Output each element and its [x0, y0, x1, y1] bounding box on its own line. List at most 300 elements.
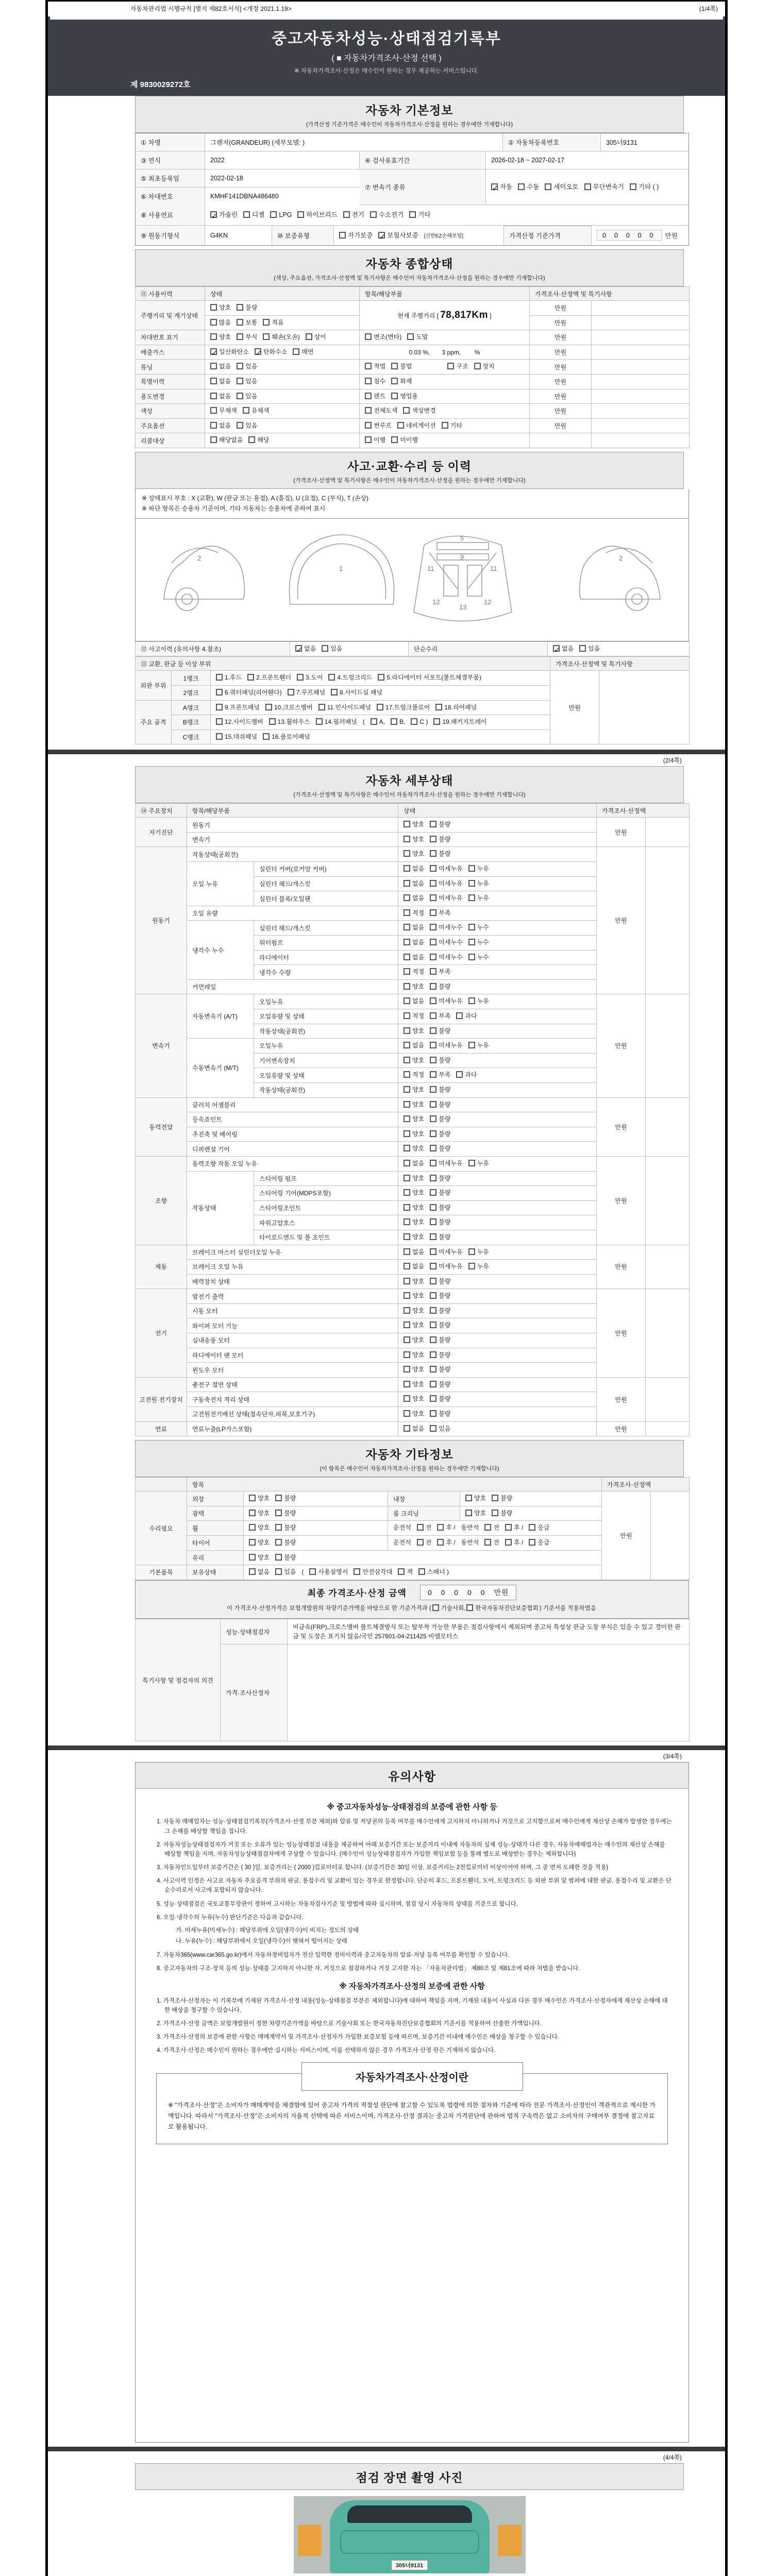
checkbox-option [430, 1364, 450, 1376]
checkbox[interactable] [468, 939, 475, 945]
checkbox-option [404, 1261, 424, 1273]
checkbox[interactable] [237, 333, 243, 340]
checkbox[interactable] [216, 689, 223, 696]
checkbox-option [430, 1084, 450, 1096]
checkbox-checked[interactable] [295, 645, 302, 652]
checkbox[interactable] [404, 939, 410, 945]
checkbox[interactable] [430, 1292, 436, 1299]
checkbox[interactable] [437, 1539, 444, 1546]
checkbox[interactable] [249, 1539, 256, 1546]
checkbox[interactable] [249, 1554, 256, 1561]
cell: 실린더 커버(로커암 커버) [254, 862, 398, 877]
checkbox[interactable] [404, 865, 410, 872]
checkbox[interactable] [430, 1115, 436, 1122]
accident-history-row [135, 641, 690, 657]
checkbox[interactable] [456, 1071, 463, 1078]
checkbox[interactable] [447, 363, 454, 369]
checkbox[interactable] [210, 436, 217, 443]
checkbox-checked[interactable] [210, 211, 217, 218]
checkbox[interactable] [328, 674, 335, 681]
checkbox-option [442, 420, 462, 432]
checkbox-option [216, 717, 263, 728]
checkbox[interactable] [249, 1510, 256, 1516]
checkbox[interactable] [468, 865, 475, 872]
page-divider [48, 750, 725, 754]
checkbox[interactable] [404, 1321, 410, 1328]
checkbox[interactable] [404, 1130, 410, 1137]
checkbox[interactable] [430, 1027, 436, 1034]
checkbox[interactable] [430, 1248, 436, 1255]
panel-replacement-table [135, 656, 690, 744]
checkbox[interactable] [243, 407, 249, 414]
checkbox[interactable] [404, 1086, 410, 1093]
checkbox[interactable] [404, 983, 410, 990]
checkbox[interactable] [354, 1568, 360, 1575]
checkbox[interactable] [430, 880, 436, 887]
checkbox[interactable] [288, 689, 294, 696]
checkbox[interactable] [404, 997, 410, 1004]
checkbox-option [430, 1247, 462, 1258]
checkbox[interactable] [468, 954, 475, 960]
checkbox-option [430, 1335, 450, 1346]
cell: ⑫ 사고이력 (유의사항 4.참조) [136, 641, 290, 656]
table-row [136, 994, 690, 1009]
option-label: 불량 [284, 1539, 296, 1546]
checkbox[interactable] [365, 422, 372, 429]
checkbox[interactable] [404, 1336, 410, 1343]
checkbox[interactable] [404, 1381, 410, 1387]
checkbox[interactable] [468, 894, 475, 901]
checkbox[interactable] [430, 1057, 436, 1063]
checkbox[interactable] [404, 1351, 410, 1358]
checkbox-option [343, 209, 364, 221]
checkbox-option [435, 702, 477, 714]
checkbox[interactable] [316, 718, 323, 725]
checkbox[interactable] [331, 689, 338, 696]
checkbox[interactable] [275, 1495, 282, 1501]
checkbox[interactable] [216, 733, 223, 740]
checkbox[interactable] [456, 1012, 463, 1019]
checkbox[interactable] [474, 363, 481, 369]
fuel-options[interactable] [205, 205, 688, 226]
checkbox[interactable] [263, 333, 270, 340]
checkbox-option [430, 1217, 450, 1228]
option-cell [398, 1377, 597, 1392]
inspection-photo-front [294, 2496, 526, 2573]
checkbox[interactable] [365, 436, 372, 443]
checkbox[interactable] [529, 1524, 535, 1531]
checkbox-option [430, 1129, 450, 1140]
checkbox[interactable] [518, 183, 525, 190]
checkbox[interactable] [468, 997, 475, 1004]
option-label: 불량 [439, 1410, 451, 1418]
checkbox[interactable] [365, 407, 372, 414]
option-cell [398, 1068, 597, 1083]
table-row [136, 1289, 690, 1304]
checkbox[interactable] [404, 1425, 410, 1432]
checkbox[interactable] [404, 821, 410, 827]
checkbox[interactable] [430, 983, 436, 990]
checkbox[interactable] [430, 1278, 436, 1284]
checkbox[interactable] [404, 1292, 410, 1299]
section-title: 자동차 기타정보 [365, 1448, 453, 1462]
cell [592, 330, 690, 345]
checkbox[interactable] [430, 1086, 436, 1093]
table-row [136, 1156, 690, 1171]
checkbox[interactable] [430, 1071, 436, 1078]
checkbox[interactable] [430, 1425, 436, 1432]
final-price-note[interactable] [136, 1603, 688, 1614]
checkbox[interactable] [391, 436, 398, 443]
checkbox[interactable] [249, 1524, 256, 1531]
page-marker-1: (1/4쪽) [699, 5, 718, 12]
checkbox[interactable] [210, 304, 217, 311]
checkbox[interactable] [430, 1160, 436, 1166]
checkbox[interactable] [584, 183, 591, 190]
checkbox-option [465, 1493, 486, 1504]
checkbox[interactable] [579, 645, 586, 652]
checkbox[interactable] [435, 704, 442, 710]
checkbox-option [491, 181, 512, 193]
option-label: 양호 [412, 1100, 425, 1108]
checkbox[interactable] [404, 1012, 410, 1019]
checkbox[interactable] [468, 1263, 475, 1269]
checkbox[interactable] [263, 733, 270, 740]
checkbox[interactable] [430, 1307, 436, 1314]
checkbox[interactable] [430, 836, 436, 842]
svg-text:11: 11 [427, 564, 434, 572]
checkbox-option [456, 1011, 477, 1022]
checkbox-option [404, 849, 424, 860]
checkbox[interactable] [270, 211, 277, 218]
option-text [461, 1522, 479, 1534]
checkbox-option [430, 1011, 450, 1022]
checkbox[interactable] [430, 939, 436, 945]
checkbox[interactable] [433, 718, 440, 725]
checkbox[interactable] [430, 1410, 436, 1417]
checkbox[interactable] [216, 674, 223, 681]
checkbox[interactable] [237, 319, 243, 326]
section-detail-status [135, 766, 684, 803]
checkbox[interactable] [430, 1336, 436, 1343]
checkbox[interactable] [210, 363, 217, 369]
checkbox[interactable] [210, 393, 217, 399]
section-subtitle: (색상, 주요옵션, 가격조사·산정액 및 특기사항은 매수인이 자동차가격조사·산정을 원하는 경우에만 기재합니다) [274, 275, 545, 281]
option-label: 후 / [446, 1524, 456, 1532]
checkbox[interactable] [468, 924, 475, 930]
option-label: 11.인사이드패널 [327, 703, 371, 711]
option-label: 있음 [245, 392, 258, 400]
checkbox[interactable] [465, 1495, 472, 1501]
checkbox[interactable] [404, 1160, 410, 1166]
option-label: 불량 [284, 1553, 296, 1561]
checkbox[interactable] [430, 1101, 436, 1108]
checkbox-option [404, 952, 424, 963]
checkbox[interactable] [492, 1495, 498, 1501]
checkbox[interactable] [545, 183, 551, 190]
option-label: 누유 [477, 879, 489, 887]
checkbox-option [404, 1306, 424, 1317]
checkbox[interactable] [391, 393, 398, 399]
checkbox[interactable] [468, 1042, 475, 1048]
checkbox-checked[interactable] [378, 232, 385, 239]
checkbox[interactable] [430, 1233, 436, 1240]
checkbox[interactable] [404, 1278, 410, 1284]
checkbox[interactable] [237, 393, 243, 399]
checkbox[interactable] [407, 333, 414, 340]
checkbox-option [417, 1537, 432, 1549]
checkbox[interactable] [430, 1321, 436, 1328]
checkbox[interactable] [404, 1204, 410, 1211]
checkbox[interactable] [417, 1524, 424, 1531]
checkbox[interactable] [365, 363, 372, 369]
checkbox[interactable] [275, 1539, 282, 1546]
page-4 [48, 2463, 725, 2576]
option-text [461, 1537, 479, 1549]
checkbox[interactable] [411, 718, 417, 725]
checkbox-checked[interactable] [491, 183, 498, 190]
checkbox[interactable] [404, 1410, 410, 1417]
checkbox[interactable] [309, 1568, 316, 1575]
price-cell [530, 433, 592, 448]
checkbox[interactable] [404, 1071, 410, 1078]
checkbox[interactable] [297, 674, 304, 681]
checkbox-option [404, 1423, 424, 1435]
option-label: 양호 [412, 1366, 425, 1374]
checkbox[interactable] [397, 422, 404, 429]
checkbox-option [243, 209, 264, 221]
checkbox[interactable] [371, 718, 377, 725]
checkbox[interactable] [529, 1539, 535, 1546]
checkbox[interactable] [237, 422, 243, 429]
option-cell [244, 1492, 388, 1506]
checkbox[interactable] [293, 348, 299, 355]
checkbox[interactable] [430, 909, 436, 916]
checkbox[interactable] [404, 1115, 410, 1122]
checkbox[interactable] [430, 850, 436, 857]
notice-paragraph: 2. 가격조사·산정 금액은 보험개발원이 정한 차량기준가액을 바탕으로 기술사회 또는 한국자동차진단보증협회의 기준서를 적용하여 산출한 가액입니다. [157, 2021, 542, 2027]
checkbox[interactable] [404, 1366, 410, 1372]
option-label: 양호 [412, 1130, 425, 1138]
checkbox-option [430, 1379, 450, 1391]
checkbox[interactable] [237, 363, 243, 369]
checkbox[interactable] [237, 304, 243, 311]
checkbox[interactable] [430, 1175, 436, 1181]
checkbox[interactable] [465, 1510, 472, 1516]
checkbox[interactable] [403, 407, 410, 414]
option-label: 누유 [477, 1042, 489, 1049]
checkbox[interactable] [265, 704, 272, 710]
checkbox[interactable] [365, 393, 372, 399]
checkbox-option [404, 819, 424, 831]
checkbox[interactable] [398, 1568, 405, 1575]
checkbox[interactable] [430, 1204, 436, 1211]
option-cell [205, 389, 360, 404]
checkbox[interactable] [468, 1160, 475, 1166]
cell: ⑪ 사용이력 [136, 287, 205, 301]
checkbox[interactable] [391, 378, 398, 384]
checkbox[interactable] [430, 1351, 436, 1358]
checkbox[interactable] [237, 378, 243, 384]
checkbox[interactable] [370, 211, 377, 218]
checkbox[interactable] [243, 211, 250, 218]
checkbox[interactable] [492, 1510, 498, 1516]
option-label: 유채색 [251, 407, 270, 415]
checkbox[interactable] [404, 1175, 410, 1181]
checkbox[interactable] [275, 1554, 282, 1561]
checkbox[interactable] [404, 909, 410, 916]
svg-text:13: 13 [459, 603, 467, 611]
checkbox[interactable] [210, 422, 217, 429]
checkbox[interactable] [466, 1604, 473, 1611]
checkbox-option [237, 361, 257, 372]
checkbox[interactable] [249, 1568, 256, 1575]
checkbox[interactable] [391, 718, 397, 725]
checkbox[interactable] [430, 894, 436, 901]
checkbox[interactable] [318, 704, 325, 710]
checkbox-checked[interactable] [553, 645, 560, 652]
checkbox-option [249, 1493, 270, 1504]
checkbox[interactable] [468, 880, 475, 887]
checkbox[interactable] [404, 1233, 410, 1240]
transmission-options[interactable] [486, 170, 688, 205]
checkbox[interactable] [210, 407, 217, 414]
checkbox[interactable] [404, 1027, 410, 1034]
checkbox[interactable] [430, 1130, 436, 1137]
checkbox[interactable] [430, 865, 436, 872]
checkbox[interactable] [417, 1539, 424, 1546]
checkbox[interactable] [210, 333, 217, 340]
checkbox[interactable] [404, 1057, 410, 1063]
checkbox[interactable] [404, 1218, 410, 1225]
checkbox[interactable] [430, 1366, 436, 1372]
checkbox[interactable] [404, 1248, 410, 1255]
checkbox[interactable] [430, 1218, 436, 1225]
option-label: 불량 [439, 1307, 451, 1314]
checkbox[interactable] [404, 850, 410, 857]
final-price-value [420, 1585, 516, 1600]
checkbox[interactable] [269, 718, 276, 725]
checkbox[interactable] [430, 1395, 436, 1402]
checkbox[interactable] [404, 924, 410, 930]
warranty-options[interactable] [334, 226, 504, 246]
checkbox[interactable] [210, 378, 217, 384]
notice-paragraph: 1. 가격조사·산정자는 이 기록부에 기재된 가격조사·산정 내용(성능·상태점검 부분은 제외합니다)에 대하여 책임을 지며, 기재된 내용이 사실과 다른 경우 매수인은 가격조사·산정자에게 재산상 손해에 대한 배상을 청구할 수 있습니다. [157, 1997, 668, 2013]
checkbox[interactable] [630, 183, 636, 190]
checkbox[interactable] [430, 1263, 436, 1269]
checkbox[interactable] [430, 821, 436, 827]
checkbox[interactable] [377, 704, 383, 710]
checkbox[interactable] [404, 1042, 410, 1048]
checkbox[interactable] [418, 1568, 425, 1575]
checkbox[interactable] [378, 674, 384, 681]
checkbox[interactable] [430, 1189, 436, 1196]
option-label: 불량 [439, 1115, 451, 1123]
checkbox[interactable] [343, 211, 350, 218]
checkbox[interactable] [430, 1381, 436, 1387]
checkbox[interactable] [365, 378, 372, 384]
checkbox-option [365, 435, 385, 446]
option-label: 도말 [416, 333, 428, 341]
checkbox[interactable] [442, 422, 448, 429]
checkbox[interactable] [339, 232, 346, 239]
checkbox-checked[interactable] [210, 348, 217, 355]
checkbox[interactable] [404, 1189, 410, 1196]
svg-text:12: 12 [484, 598, 492, 606]
checkbox[interactable] [306, 333, 312, 340]
checkbox[interactable] [484, 1539, 491, 1546]
option-label: 불량 [284, 1495, 296, 1502]
checkbox-checked[interactable] [255, 348, 261, 355]
checkbox[interactable] [430, 924, 436, 930]
checkbox[interactable] [249, 1495, 256, 1501]
checkbox-option [430, 952, 462, 963]
checkbox[interactable] [275, 1510, 282, 1516]
checkbox[interactable] [216, 718, 223, 725]
checkbox[interactable] [430, 968, 436, 975]
checkbox[interactable] [404, 1145, 410, 1151]
option-label: 미세누유 [439, 894, 463, 902]
option-cell [398, 876, 597, 891]
checkbox[interactable] [404, 968, 410, 975]
checkbox[interactable] [430, 997, 436, 1004]
option-label: 해당없음 [219, 436, 243, 444]
option-label: 누수 [477, 953, 489, 961]
checkbox[interactable] [430, 954, 436, 960]
document-number: 제 9830029272호 [130, 80, 191, 89]
checkbox[interactable] [275, 1568, 282, 1575]
checkbox[interactable] [468, 1248, 475, 1255]
checkbox[interactable] [404, 954, 410, 960]
checkbox[interactable] [404, 1101, 410, 1108]
checkbox[interactable] [247, 674, 254, 681]
checkbox[interactable] [404, 1307, 410, 1314]
option-label: 13.휠하우스 [277, 718, 310, 726]
checkbox[interactable] [275, 1524, 282, 1531]
checkbox[interactable] [432, 1604, 439, 1611]
value-engine-type: G4KN [205, 226, 272, 246]
checkbox[interactable] [409, 211, 416, 218]
checkbox[interactable] [430, 1145, 436, 1151]
checkbox[interactable] [404, 894, 410, 901]
checkbox[interactable] [484, 1524, 491, 1531]
checkbox[interactable] [404, 1395, 410, 1402]
option-text [424, 230, 463, 242]
checkbox[interactable] [404, 880, 410, 887]
checkbox[interactable] [404, 836, 410, 842]
checkbox[interactable] [248, 436, 255, 443]
checkbox[interactable] [391, 363, 398, 369]
checkbox[interactable] [365, 333, 372, 340]
checkbox-option [404, 1335, 424, 1346]
checkbox-option [216, 702, 260, 714]
checkbox[interactable] [430, 1042, 436, 1048]
checkbox[interactable] [297, 211, 304, 218]
checkbox[interactable] [505, 1524, 512, 1531]
checkbox[interactable] [404, 1263, 410, 1269]
checkbox[interactable] [430, 1012, 436, 1019]
checkbox-option [404, 1320, 424, 1331]
checkbox[interactable] [505, 1539, 512, 1546]
checkbox[interactable] [216, 704, 223, 710]
checkbox-option [505, 1537, 523, 1549]
option-label: 3.도어 [306, 674, 323, 682]
checkbox[interactable] [437, 1524, 444, 1531]
cell: 상태 [398, 804, 597, 818]
checkbox[interactable] [210, 319, 217, 326]
checkbox[interactable] [322, 645, 328, 652]
checkbox[interactable] [263, 319, 270, 326]
